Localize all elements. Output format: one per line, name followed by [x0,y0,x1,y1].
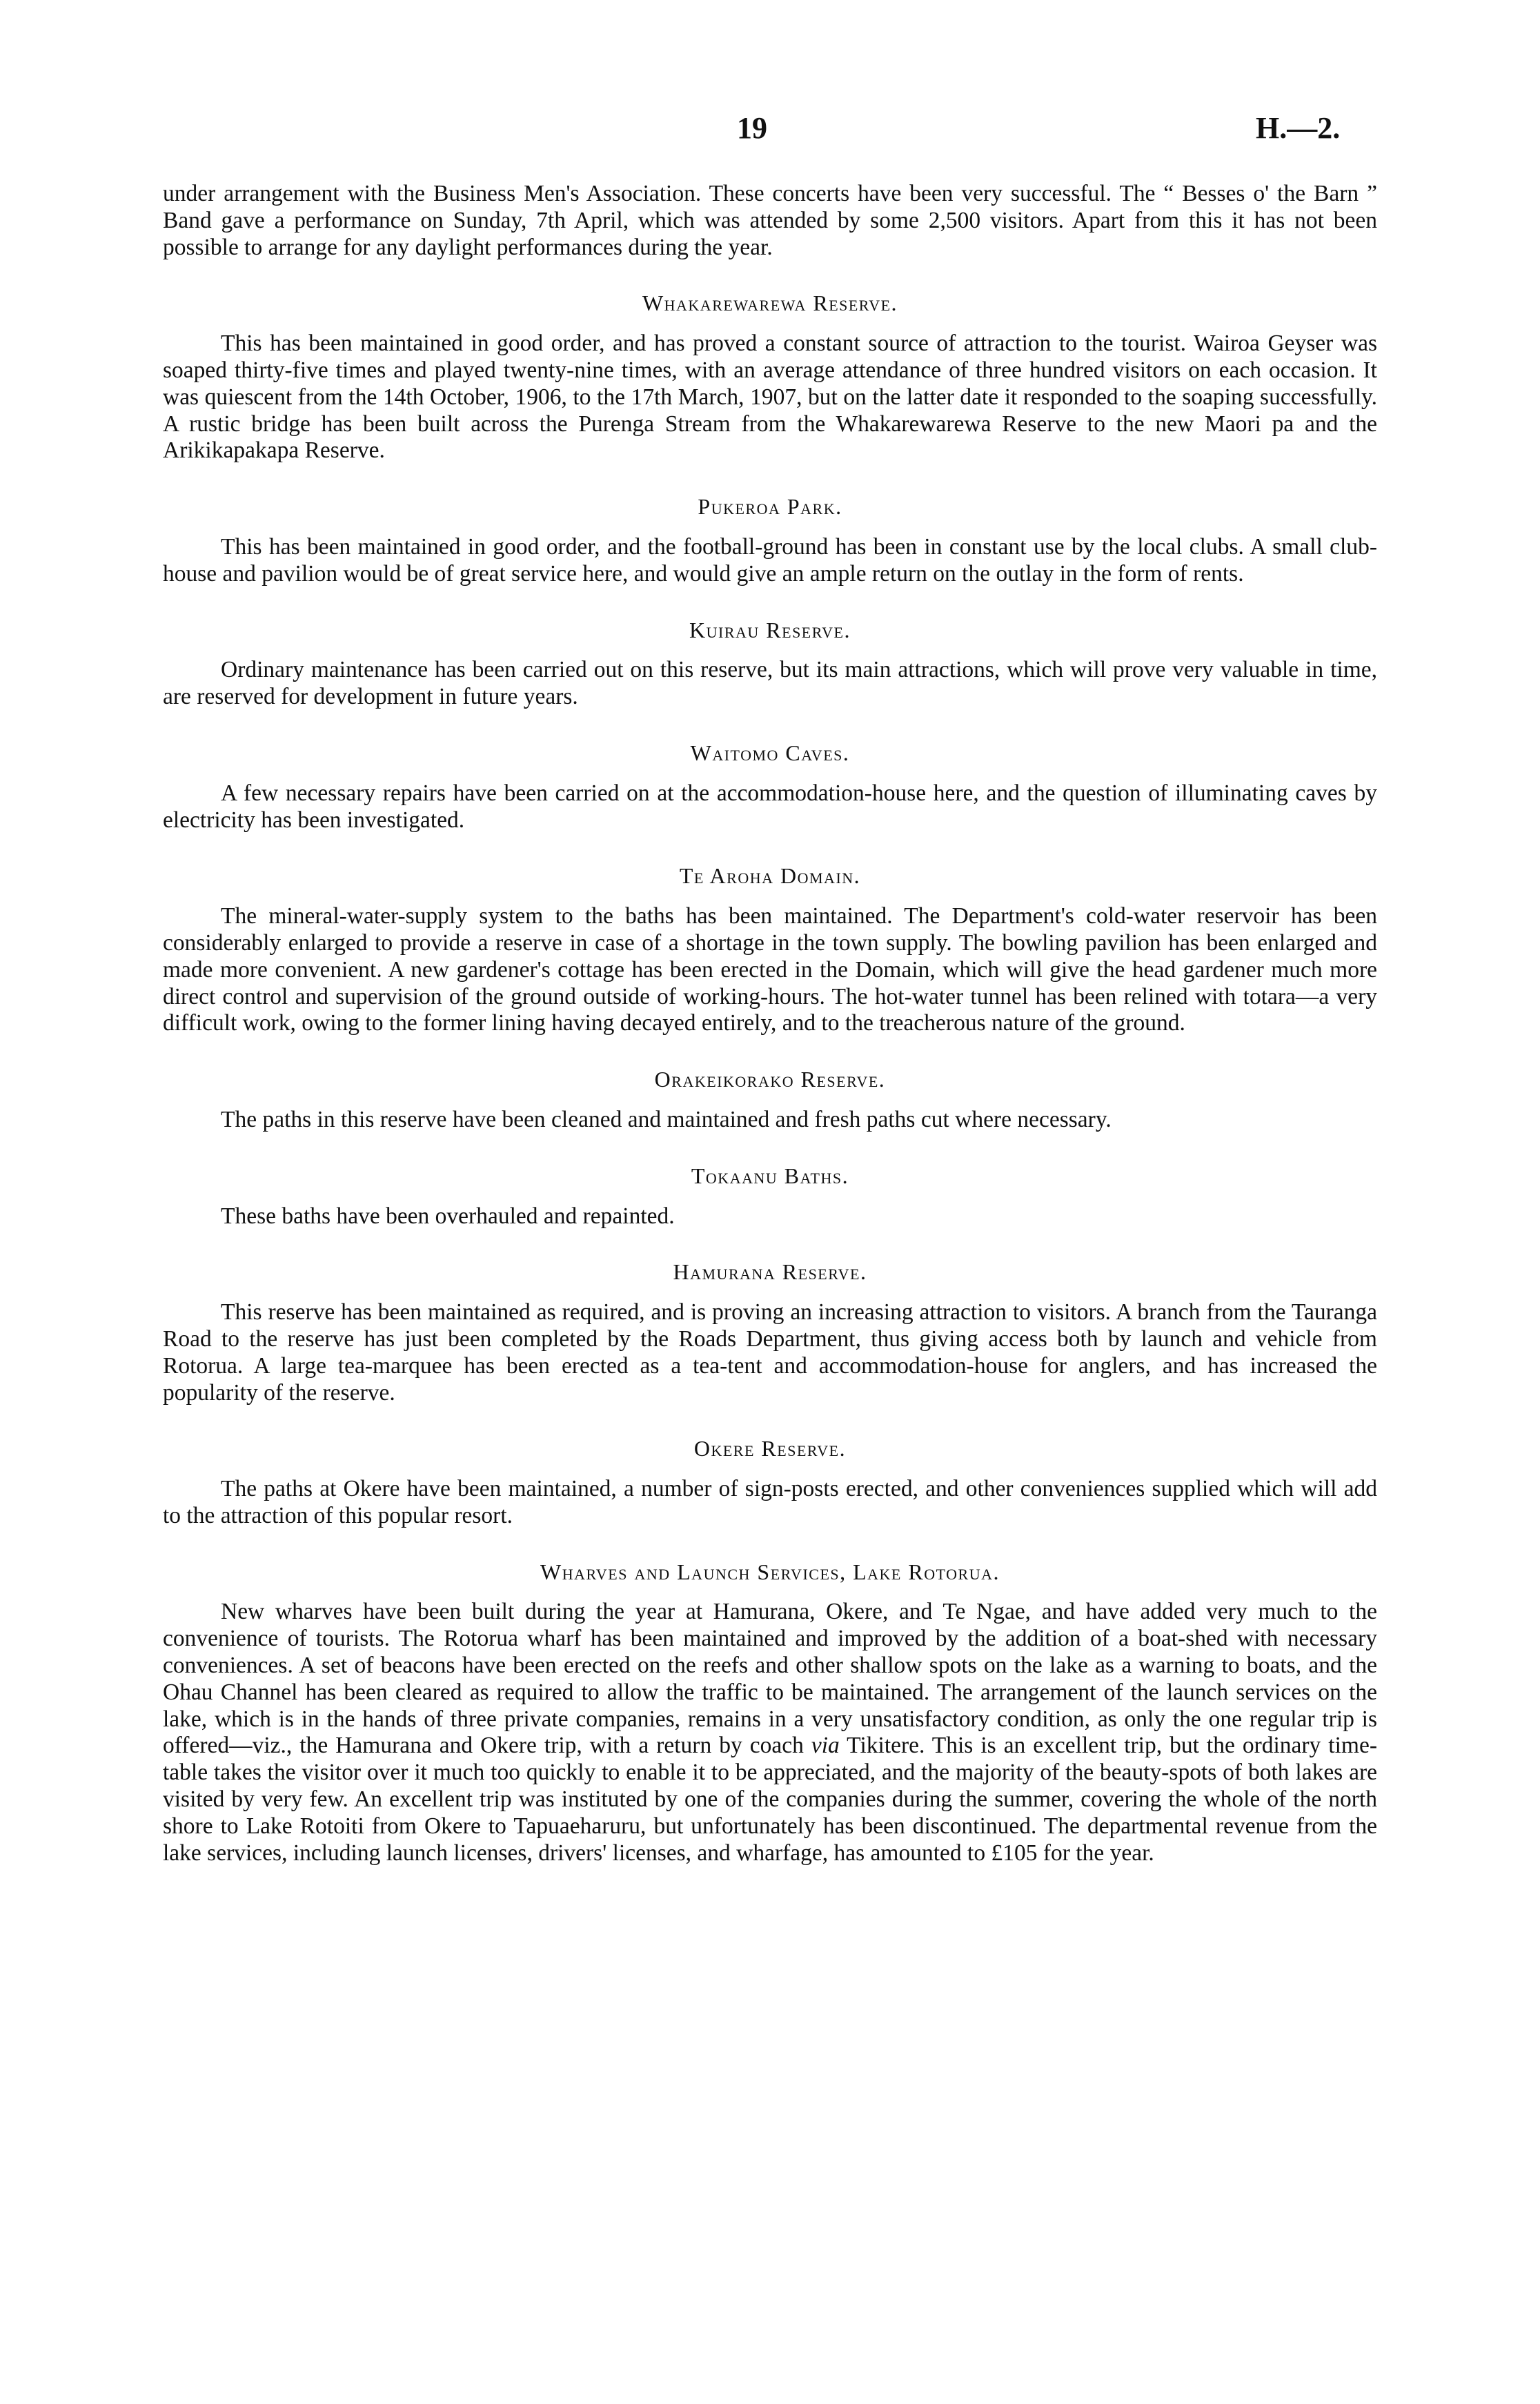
document-reference: H.—2. [1256,111,1341,145]
paragraph-tokaanu-baths: These baths have been overhauled and repainted. [221,1203,675,1229]
heading-waitomo-caves: Waitomo Caves. [690,740,850,765]
heading-orakeikorako-reserve: Orakeikorako Reserve. [654,1067,886,1092]
intro-paragraph: under arrangement with the Business Men's Association. These concerts have been very successful. The “ Besses o' the Barn ” Band gave a performance on Sunday, 7th April, which was attended by some 2,500 visitors. Apart from this it has not been possible to arrange for any daylight performances during the year. [163,181,1377,260]
wharves-text-via: via [811,1733,840,1759]
paragraph-kuirau-reserve: Ordinary maintenance has been carried out on this reserve, but its main attractions, which will prove very valuable in time, are reserved for development in future years. [163,657,1377,710]
paragraph-waitomo-caves: A few necessary repairs have been carried on at the accommodation-house here, and the question of illuminating caves by electricity has been investigated. [163,780,1377,833]
paragraph-hamurana-reserve: This reserve has been maintained as required, and is proving an increasing attraction to visitors. A branch from the Tauranga Road to the reserve has just been completed by the Roads Department, thus giving access both by launch and vehicle from Rotorua. A large tea-marquee has been erected as a tea-tent and accommodation-house for anglers, and has increased the popularity of the reserve. [163,1299,1377,1406]
paragraph-orakeikorako-reserve: The paths in this reserve have been cleaned and maintained and fresh paths cut where necessary. [221,1106,1112,1132]
heading-okere-reserve: Okere Reserve. [693,1436,847,1461]
paragraph-pukeroa-park: This has been maintained in good order, and the football-ground has been in constant use by the local clubs. A small club-house and pavilion would be of great service here, and would give an ample return on the outlay in the form of rents. [163,533,1377,587]
wharves-text-part-1: New wharves have been built during the year at Hamurana, Okere, and Te Ngae, and have added very much to the convenience of tourists. The Rotorua wharf has been maintained and improved by the addition of a boat-shed with necessary conveniences. A set of beacons have been erected on the reefs and other shallow spots on the lake as a warning to boats, and the Ohau Channel has been cleared as required to allow the traffic to be maintained. The arrangement of the launch services on the lake, which is in the hands of three private companies, remains in a very unsatisfactory condition, as only the one regular trip is offered—viz., the Hamurana and Okere trip, with a return by coach [163,1599,1377,1759]
heading-whakarewarewa-reserve: Whakarewarewa Reserve. [642,290,898,316]
paragraph-te-aroha-domain: The mineral-water-supply system to the baths has been maintained. The Department's cold-water reservoir has been considerably enlarged to provide a reserve in case of a shortage in the town supply. The bowling pavilion has been enlarged and made more convenient. A new gardener's cottage has been erected in the Domain, which will give the head gardener much more direct control and supervision of the ground outside of working-hours. The hot-water tunnel has been relined with totara—a very difficult work, owing to the former lining having decayed entirely, and to the treacherous nature of the ground. [163,903,1377,1036]
page-body [163,181,1377,1866]
paragraph-wharves-launch-services [163,1599,1377,1866]
heading-wharves-launch-services: Wharves and Launch Services, Lake Rotorua. [540,1559,1000,1584]
heading-pukeroa-park: Pukeroa Park. [698,494,842,520]
heading-hamurana-reserve: Hamurana Reserve. [673,1259,867,1285]
page-number: 19 [737,111,767,145]
heading-tokaanu-baths: Tokaanu Baths. [691,1163,849,1188]
heading-kuirau-reserve: Kuirau Reserve. [689,617,851,642]
heading-te-aroha-domain: Te Aroha Domain. [679,863,861,889]
wharves-text-part-2: Tikitere. This is an excellent trip, but the ordinary time-table takes the visitor over it much too quickly to enable it to be appreciated, and the majority of the beauty-spots of both lakes are visited by very few. An excellent trip was instituted by one of the companies during the summer, covering the whole of the north shore to Lake Rotoiti from Okere to Tapuaeharuru, but unfortunately has been discontinued. The departmental revenue from the lake services, including launch licenses, drivers' licenses, and wharfage, has amounted to £105 for the year. [163,1733,1378,1866]
paragraph-okere-reserve: The paths at Okere have been maintained, a number of sign-posts erected, and other conveniences supplied which will add to the attraction of this popular resort. [163,1476,1377,1528]
paragraph-whakarewarewa-reserve: This has been maintained in good order, and has proved a constant source of attraction to the tourist. Wairoa Geyser was soaped thirty-five times and played twenty-nine times, with an average attendance of three hundred visitors on each occasion. It was quiescent from the 14th October, 1906, to the 17th March, 1907, but on the latter date it responded to the soaping successfully. A rustic bridge has been built across the Purenga Stream from the Whakarewarewa Reserve to the new Maori pa and the Arikikapakapa Reserve. [163,331,1377,464]
